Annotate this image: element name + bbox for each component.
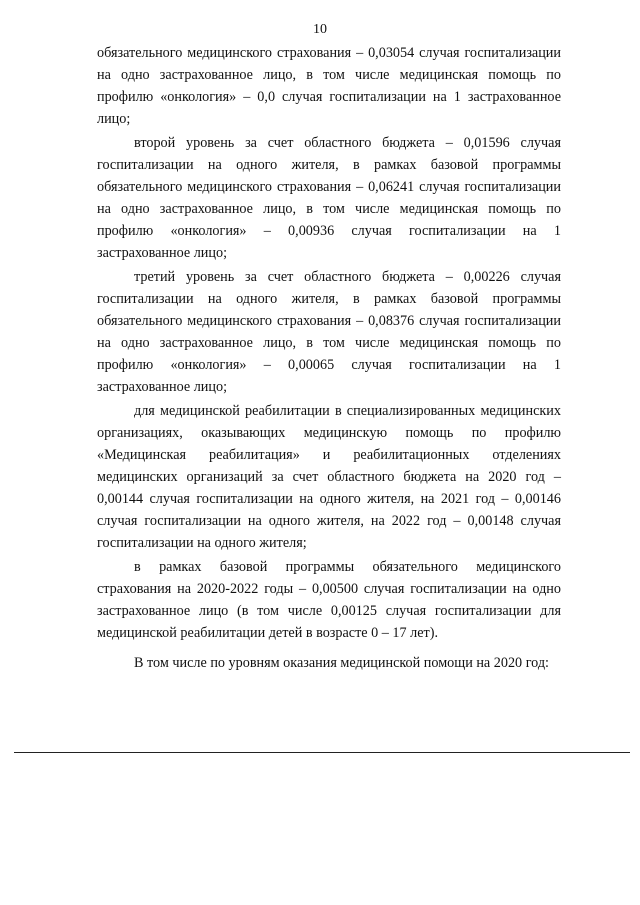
paragraph-levels-intro: В том числе по уровням оказания медицинской помощи на 2020 год: — [134, 655, 550, 671]
paragraph-second-level: второй уровень за счет областного бюджета – 0,01596 случая госпитализации на одного жителя, в рамках базовой программы обязательного медицинского страхования – 0,06241 случая госпитализации на одно застрахованное лицо, в том числе медицинская помощь по профилю «онкология» – 0,00936 случая госпитализации на 1 застрахованное лицо; — [97, 135, 561, 261]
paragraph-third-level: третий уровень за счет областного бюджета – 0,00226 случая госпитализации на одного жителя, в рамках базовой программы обязательного медицинского страхования – 0,08376 случая госпитализации на одно застрахованное лицо, в том числе медицинская помощь по профилю «онкология» – 0,00065 случая госпитализации на 1 застрахованное лицо; — [97, 269, 561, 395]
paragraph-basic-program: в рамках базовой программы обязательного медицинского страхования на 2020-2022 годы – 0,00500 случая госпитализации на одно застрахованное лицо (в том числе 0,00125 случая госпитализации для медицинской реабилитации детей в возрасте 0 – 17 лет). — [97, 559, 561, 641]
document-body — [97, 42, 561, 676]
page-number: 10 — [313, 22, 327, 37]
paragraph-rehabilitation: для медицинской реабилитации в специализированных медицинских организациях, оказывающих медицинскую помощь по профилю «Медицинская реабилитация» и реабилитационных отделениях медицинских организаций за счет областного бюджета на 2020 год – 0,00144 случая госпитализации на одного жителя, на 2021 год – 0,00146 случая госпитализации на одного жителя, на 2022 год – 0,00148 случая госпитализации на одного жителя; — [97, 403, 561, 551]
footer-divider — [14, 752, 630, 753]
paragraph-continuation: обязательного медицинского страхования – 0,03054 случая госпитализации на одно застрахованное лицо, в том числе медицинская помощь по профилю «онкология» – 0,0 случая госпитализации на 1 застрахованное лицо; — [97, 45, 561, 127]
